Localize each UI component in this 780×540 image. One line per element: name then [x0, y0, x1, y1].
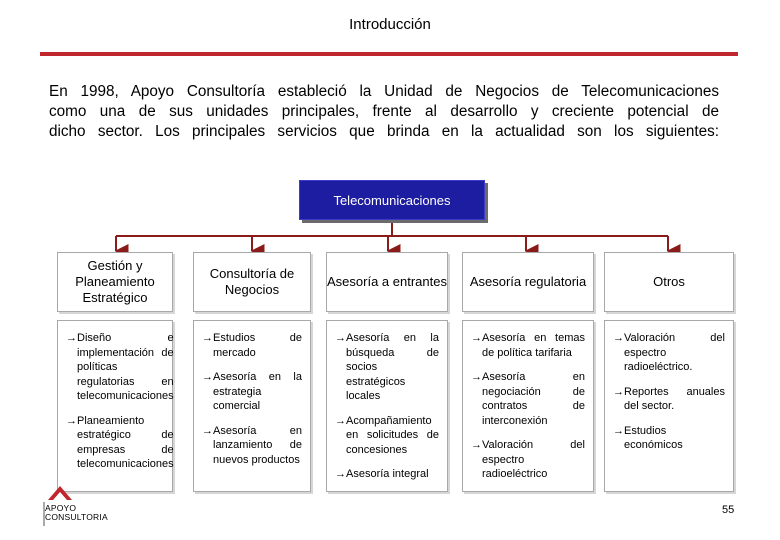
- intro-line: como una de sus unidades principales, frente al desarrollo y creciente potencial de: [49, 103, 719, 120]
- column-header-regulatoria: Asesoría regulatoria: [462, 252, 594, 312]
- arrow-right-icon: →: [471, 332, 482, 344]
- column-header-entrantes: Asesoría a entrantes: [326, 252, 448, 312]
- column-body-regulatoria: [462, 320, 594, 492]
- column-body-otros: [604, 320, 734, 492]
- list-item: → Estudios de mercado: [202, 332, 302, 359]
- page-number: 55: [722, 504, 735, 516]
- column-body-entrantes: [326, 320, 448, 492]
- intro-line: En 1998, Apoyo Consultoría estableció la Unidad de Negocios de Telecomunicaciones: [49, 83, 719, 100]
- list-item: → Asesoría en negociación de contratos de interconexión: [471, 371, 585, 427]
- arrow-right-icon: →: [613, 332, 624, 344]
- list-item: → Asesoría en temas de política tarifaria: [471, 332, 585, 359]
- arrow-right-icon: →: [335, 468, 346, 480]
- column-body-consultoria: [193, 320, 311, 492]
- list-item: → Planeamiento estratégico de empresas de telecomunicaciones: [66, 414, 174, 470]
- list-item: → Diseño e implementación de políticas regulatorias en telecomunicaciones: [66, 332, 174, 402]
- logo-wordmark: APOYO CONSULTORIA: [45, 503, 108, 522]
- list-item: → Estudios económicos: [613, 424, 683, 451]
- arrow-right-icon: →: [471, 371, 482, 383]
- root-node: Telecomunicaciones: [299, 180, 485, 220]
- arrow-right-icon: →: [613, 424, 624, 437]
- list-item: → Valoración del espectro radioeléctrico.: [613, 332, 725, 373]
- intro-line: dicho sector. Los principales servicios que brinda en la actualidad son los siguientes:: [49, 123, 719, 140]
- connector-lines: [0, 0, 780, 260]
- arrow-right-icon: →: [66, 414, 77, 427]
- column-header-consultoria: Consultoría de Negocios: [193, 252, 311, 312]
- arrow-right-icon: →: [613, 385, 624, 398]
- arrow-right-icon: →: [335, 332, 346, 344]
- column-header-otros: Otros: [604, 252, 734, 312]
- arrow-right-icon: →: [335, 414, 346, 427]
- page-title: Introducción: [349, 16, 431, 33]
- arrow-right-icon: →: [66, 332, 77, 344]
- list-item: → Asesoría en lanzamiento de nuevos productos: [202, 424, 302, 466]
- arrow-right-icon: →: [202, 371, 213, 383]
- list-item: → Asesoría en la estrategia comercial: [202, 371, 302, 412]
- arrow-right-icon: →: [202, 332, 213, 344]
- arrow-right-icon: →: [471, 439, 482, 451]
- arrow-right-icon: →: [202, 424, 213, 437]
- list-item: → Valoración del espectro radioeléctrico: [471, 439, 585, 480]
- list-item: → Acompañamiento en solicitudes de concesiones: [335, 414, 439, 456]
- column-header-gestion: Gestión y Planeamiento Estratégico: [57, 252, 173, 312]
- column-body-gestion: [57, 320, 173, 492]
- list-item: → Asesoría en la búsqueda de socios estratégicos locales: [335, 332, 439, 402]
- list-item: → Reportes anuales del sector.: [613, 385, 725, 412]
- list-item: → Asesoría integral: [335, 468, 429, 480]
